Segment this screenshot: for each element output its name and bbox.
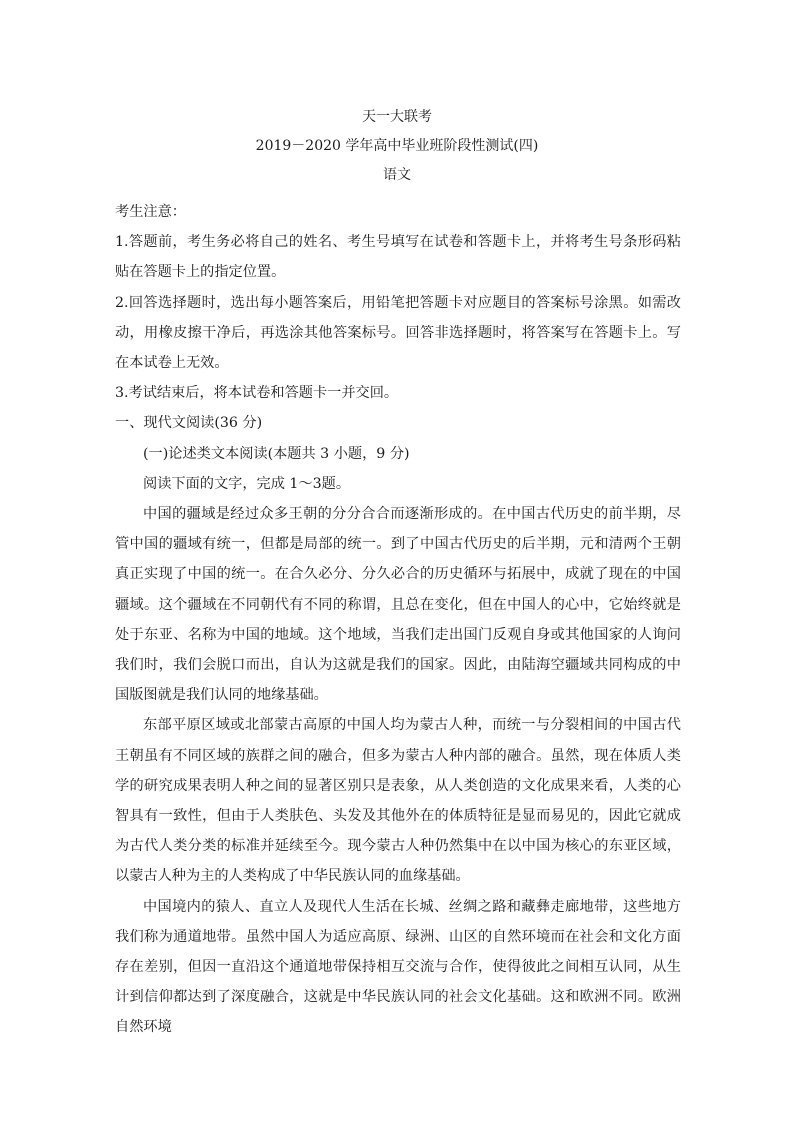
- exam-title: 2019－2020 学年高中毕业班阶段性测试(四): [255, 138, 539, 154]
- passage-paragraph-1: 中国的疆域是经过众多王朝的分分合合而逐渐形成的。在中国古代历史的前半期，尽管中国的疆域有统一，但都是局部的统一。到了中国古代历史的后半期，元和清两个王朝真正实现了中国的统一。在合久必分、分久必合的历史循环与拓展中，成就了现在的中国疆域。这个疆域在不同朝代有不同的称谓，且总在变化，但在中国人的心中，它始终就是处于东亚、名称为中国的地域。这个地域，当我们走出国门反观自身或其他国家的人询问我们时，我们会脱口而出，自认为这就是我们的国家。因此，由陆海空疆域共同构成的中国版图就是我们认同的地缘基础。: [115, 506, 681, 704]
- notice-item-2: 2.回答选择题时，选出每小题答案后，用铅笔把答题卡对应题目的答案标号涂黑。如需改动，用橡皮擦干净后，再选涂其他答案标号。回答非选择题时，将答案写在答题卡上。写在本试卷上无效。: [115, 294, 681, 372]
- section-title: 一、现代文阅读(36 分): [115, 415, 263, 432]
- exam-organizer: 天一大联考: [362, 109, 432, 125]
- passage-paragraph-3: 中国境内的猿人、直立人及现代人生活在长城、丝绸之路和藏彝走廊地带，这些地方我们称为通道地带。虽然中国人为适应高原、绿洲、山区的自然环境而在社会和文化方面存在差别，但因一直沿这个通道地带保持相互交流与合作，使得彼此之间相互认同，从生计到信仰都达到了深度融合，这就是中华民族认同的社会文化基础。这和欧洲不同。欧洲自然环境: [115, 898, 681, 1036]
- subject-title: 语文: [383, 167, 411, 183]
- document-body: [115, 197, 681, 1043]
- notice-item-1: 1.答题前，考生务必将自己的姓名、考生号填写在试卷和答题卡上，并将考生号条形码粘贴在答题卡上的指定位置。: [115, 234, 681, 281]
- notice-item-3: 3.考试结束后，将本试卷和答题卡一并交回。: [115, 385, 399, 402]
- notice-heading: 考生注意：: [115, 204, 186, 220]
- subsection-title: (一)论述类文本阅读(本题共 3 小题，9 分): [143, 445, 410, 462]
- passage-paragraph-2: 东部平原区域或北部蒙古高原的中国人均为蒙古人种，而统一与分裂相间的中国古代王朝虽有不同区域的族群之间的融合，但多为蒙古人种内部的融合。虽然，现在体质人类学的研究成果表明人种之间的显著区别只是表象，从人类创造的文化成果来看，人类的心智具有一致性，但由于人类肤色、头发及其他外在的体质特征是显而易见的，因此它就成为古代人类分类的标准并延续至今。现今蒙古人种仍然集中在以中国为核心的东亚区域，以蒙古人种为主的人类构成了中华民族认同的血缘基础。: [115, 717, 681, 885]
- reading-instruction: 阅读下面的文字，完成 1～3题。: [143, 475, 351, 492]
